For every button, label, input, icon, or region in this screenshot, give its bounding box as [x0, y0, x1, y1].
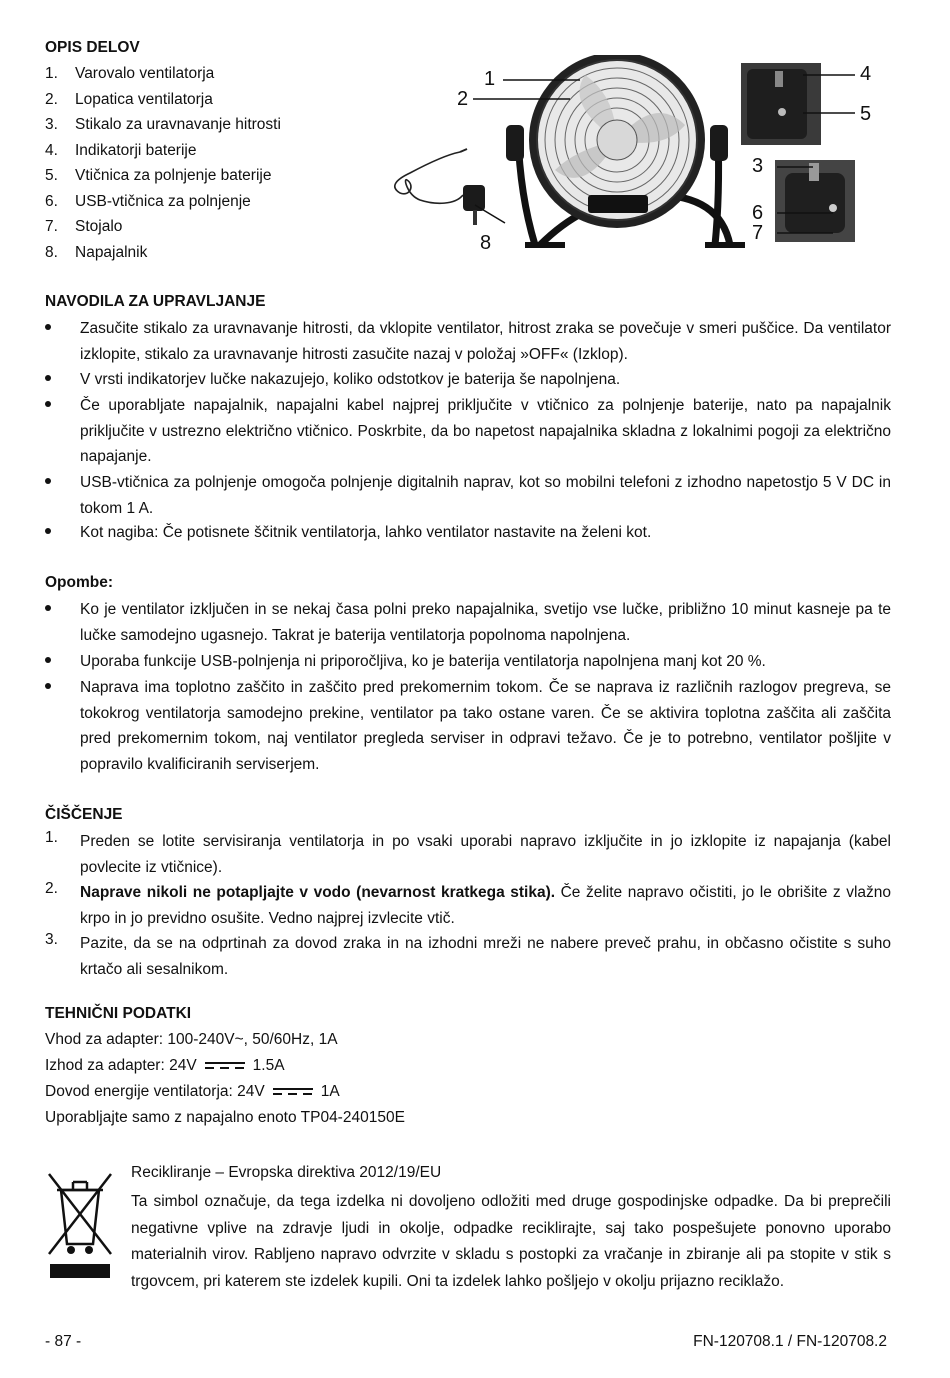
parts-item-label: Stikalo za uravnavanje hitrosti — [75, 116, 281, 133]
power-unit: Uporabljajte samo z napajalno enoto TP04-240150E — [45, 1109, 405, 1126]
parts-item — [45, 142, 196, 160]
operation-bullet-text: Kot nagiba: Če potisnete ščitnik ventilatorja, lahko ventilator nastavite na želeni kot. — [80, 524, 652, 541]
operation-bullet — [45, 470, 891, 521]
cleaning-item-body: Preden se lotite servisiranja ventilatorja in po vsaki uporabi napravo izključite in jo izklopite iz napajanja (kabel povlecite iz vtičnice). — [80, 833, 891, 876]
cleaning-heading: ČIŠČENJE — [45, 806, 123, 823]
notes-bullet-text: Ko je ventilator izključen in se nekaj časa polni preko napajalnika, svetijo vse lučke, približno 10 minut kasneje pa te lučke samodejno ugasnejo. Takrat je baterija ventilatorja popolnoma napolnjena. — [80, 601, 891, 644]
callout-8: 8 — [480, 232, 492, 254]
fan-supply — [45, 1083, 340, 1101]
fan-supply-current: 1A — [320, 1083, 340, 1100]
parts-item-label: Lopatica ventilatorja — [75, 90, 213, 108]
parts-item — [45, 244, 147, 262]
recycling-text — [45, 1189, 891, 1295]
parts-item-number: 7. — [45, 218, 58, 235]
parts-item — [45, 218, 122, 236]
cleaning-item-warning: Naprave nikoli ne potapljajte v vodo (nevarnost kratkega stika). — [80, 884, 556, 901]
parts-item-number: 8. — [45, 243, 58, 261]
cleaning-item-number: 1. — [45, 829, 58, 846]
adapter-output — [45, 1057, 285, 1075]
parts-item — [45, 91, 213, 109]
recycling-icon-spacer — [45, 1189, 131, 1295]
callout-3: 3 — [752, 155, 764, 177]
cleaning-item-number: 2. — [45, 880, 58, 897]
parts-item-number: 1. — [45, 65, 58, 82]
notes-bullet — [45, 649, 891, 675]
fan-supply-label: Dovod energije ventilatorja: 24V — [45, 1083, 265, 1100]
parts-item — [45, 193, 251, 211]
parts-item — [45, 65, 214, 83]
cleaning-item — [45, 829, 891, 880]
notes-bullet-text: Naprava ima toplotno zaščito in zaščito pred prekomernim tokom. Če se naprava iz različnih razlogov pregreva, se tokokrog ventilatorja samodejno prekine, ventilator pa tako ostane varen. Če se aktivira toplotna zaščita ali zaščita pred prekomernim tokom, naj ventilator pregleda serviser in odpravi težavo. Če je to potrebno, ventilator pošljite v popravilo kvalificiranih serviserjem. — [80, 679, 891, 773]
callout-5: 5 — [860, 103, 872, 125]
operation-bullet — [45, 393, 891, 470]
callout-1: 1 — [484, 68, 496, 90]
parts-item — [45, 116, 281, 134]
cleaning-item-text — [80, 931, 891, 982]
tech-heading: TEHNIČNI PODATKI — [45, 1005, 192, 1022]
operation-bullet — [45, 316, 891, 367]
operation-bullet-text: V vrsti indikatorjev lučke nakazujejo, koliko odstotkov je baterija še napolnjena. — [80, 371, 621, 388]
notes-heading: Opombe: — [45, 574, 114, 591]
parts-item-label: Varovalo ventilatorja — [75, 65, 215, 82]
dc-symbol-icon — [205, 1061, 245, 1071]
page-number: - 87 - — [45, 1333, 82, 1350]
parts-item-number: 2. — [45, 90, 58, 108]
callout-4: 4 — [860, 63, 872, 85]
parts-item-number: 6. — [45, 192, 58, 210]
cleaning-item-body: Pazite, da se na odprtinah za dovod zraka in na izhodni mreži ne nabere preveč prahu, in občasno očistite s suho krtačo ali sesalnikom. — [80, 935, 891, 978]
callout-2: 2 — [457, 88, 469, 110]
adapter-output-label: Izhod za adapter: 24V — [45, 1057, 197, 1074]
cleaning-item-text — [80, 880, 891, 931]
notes-bullet — [45, 675, 891, 777]
parts-item — [45, 167, 271, 185]
adapter-input: Vhod za adapter: 100-240V~, 50/60Hz, 1A — [45, 1031, 338, 1048]
cleaning-item-text — [80, 829, 891, 880]
cleaning-item — [45, 931, 891, 982]
model-number: FN-120708.1 / FN-120708.2 — [693, 1333, 887, 1350]
parts-item-number: 3. — [45, 116, 58, 133]
parts-item-label: Napajalnik — [75, 243, 148, 261]
adapter-output-current: 1.5A — [252, 1057, 285, 1074]
cleaning-item — [45, 880, 891, 931]
parts-item-label: Vtičnica za polnjenje baterije — [75, 167, 272, 184]
power-adapter-image — [395, 149, 485, 225]
recycling-text-body: Ta simbol označuje, da tega izdelka ni dovoljeno odložiti med druge gospodinjske odpadke. Da bi preprečili negativne vplive na zdravje ljudi in okolje, odpadke reciklirajte, saj tako pospešujete ponovno uporabo materialnih virov. Rabljeno napravo odvrzite v skladu s postopki za vračanje in zbiranje ali pa stopite v stik s trgovcem, pri katerem ste izdelek kupili. Oni ta izdelek lahko pošljejo v okolju prijazno reciklažo. — [131, 1193, 891, 1290]
notes-bullet-text: Uporaba funkcije USB-polnjenja ni priporočljiva, ko je baterija ventilatorja napolnjena manj kot 20 %. — [80, 653, 766, 670]
operation-bullet-text: USB-vtičnica za polnjenje omogoča polnjenje digitalnih naprav, kot so mobilni telefoni z izhodno napetostjo 5 V DC in tokom 1 A. — [80, 474, 891, 517]
operation-heading: NAVODILA ZA UPRAVLJANJE — [45, 293, 266, 310]
parts-item-label: Stojalo — [75, 218, 123, 235]
callout-6: 6 — [752, 202, 764, 224]
operation-bullet — [45, 367, 891, 393]
dc-symbol-icon — [273, 1087, 313, 1097]
fan-image — [506, 55, 745, 245]
parts-item-label: USB-vtičnica za polnjenje — [75, 192, 251, 210]
recycling-title: Recikliranje – Evropska direktiva 2012/19/EU — [131, 1164, 442, 1181]
cleaning-item-body: Če želite napravo očistiti, jo le obrišite z vlažno krpo in jo previdno osušite. Vedno najprej izvlecite vtič. — [80, 884, 891, 927]
operation-bullet — [45, 520, 891, 546]
callout-7: 7 — [752, 222, 764, 244]
fan-illustration — [385, 55, 885, 255]
parts-heading: OPIS DELOV — [45, 39, 140, 56]
parts-item-number: 5. — [45, 167, 58, 184]
operation-bullet-text: Zasučite stikalo za uravnavanje hitrosti, da vklopite ventilator, hitrost zraka se povečuje v smeri puščice. Da ventilator izklopite, stikalo za uravnavanje hitrosti zasučite nazaj v položaj »OFF« (Izklop). — [80, 320, 891, 363]
parts-item-label: Indikatorji baterije — [75, 141, 197, 159]
base-detail-photo — [775, 160, 855, 242]
operation-bullet-text: Če uporabljate napajalnik, napajalni kabel najprej priključite v vtičnico za polnjenje baterije, nato pa napajalnik priključite v ustrezno električno vtičnico. Poskrbite, da bo napetost napajalnika skladna z lokalnimi pogoji za električno napajanje. — [80, 397, 891, 466]
parts-item-number: 4. — [45, 141, 58, 159]
cleaning-item-number: 3. — [45, 931, 58, 948]
notes-bullet — [45, 597, 891, 648]
